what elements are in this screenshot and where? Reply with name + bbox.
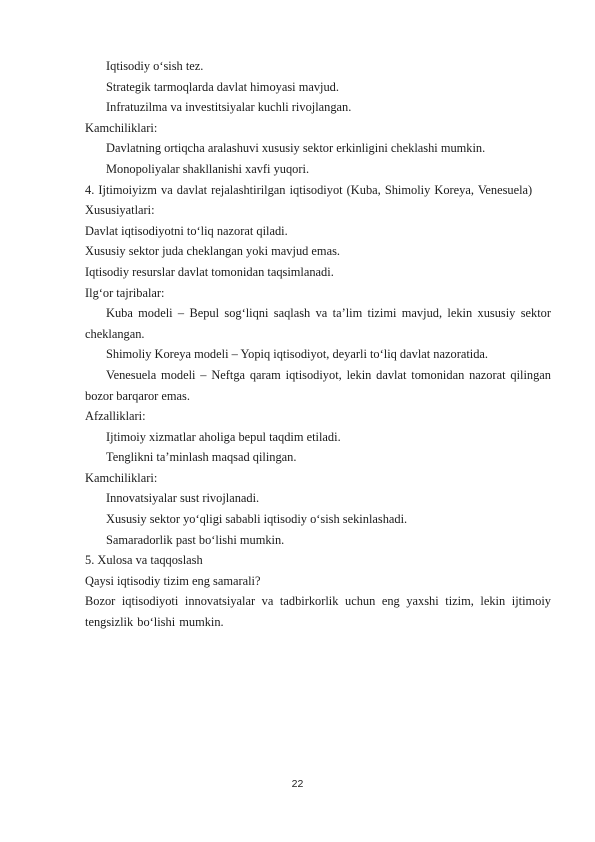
bullet-text: Davlatning ortiqcha aralashuvi xususiy sektor erkinligini cheklashi mumkin.	[106, 141, 486, 156]
page-body	[85, 56, 551, 633]
question-text: Qaysi iqtisodiy tizim eng samarali?	[85, 573, 261, 588]
section-heading: 5. Xulosa va taqqoslash	[85, 553, 203, 568]
bullet-text: Iqtisodiy o‘sish tez.	[106, 59, 204, 73]
section-label: Ilg‘or tajribalar:	[85, 285, 165, 300]
bullet-text: Xususiy sektor yo‘qligi sababli iqtisodiy o‘sish sekinlashadi.	[106, 512, 408, 527]
paragraph: Venesuela modeli – Neftga qaram iqtisodiyot, lekin davlat tomonidan nazorat qilingan bozor barqaror emas.	[85, 367, 551, 403]
section-label: Xususiyatlari:	[85, 203, 155, 218]
bullet-text: Infratuzilma va investitsiyalar kuchli rivojlangan.	[106, 100, 352, 115]
bullet-text: Tenglikni ta’minlash maqsad qilingan.	[106, 450, 297, 465]
body-text: Iqtisodiy resurslar davlat tomonidan taqsimlanadi.	[85, 264, 334, 279]
section-label: Kamchiliklari:	[85, 470, 158, 485]
paragraph: Kuba modeli – Bepul sog‘liqni saqlash va ta’lim tizimi mavjud, lekin xususiy sektor cheklangan.	[85, 306, 551, 341]
bullet-text: Strategik tarmoqlarda davlat himoyasi mavjud.	[106, 79, 339, 94]
body-text: Xususiy sektor juda cheklangan yoki mavjud emas.	[85, 244, 340, 259]
paragraph: Bozor iqtisodiyoti innovatsiyalar va tadbirkorlik uchun eng yaxshi tizim, lekin ijtimoiy tengsizlik bo‘lishi mumkin.	[85, 594, 551, 630]
bullet-text: Shimoliy Koreya modeli – Yopiq iqtisodiyot, deyarli to‘liq davlat nazoratida.	[106, 347, 488, 362]
section-heading: 4. Ijtimoiyizm va davlat rejalashtirilgan iqtisodiyot (Kuba, Shimoliy Koreya, Venesuela)	[85, 182, 533, 197]
section-label: Afzalliklari:	[85, 409, 146, 424]
bullet-text: Monopoliyalar shakllanishi xavfi yuqori.	[106, 161, 310, 176]
bullet-text: Samaradorlik past bo‘lishi mumkin.	[106, 532, 285, 547]
page-number: 22	[291, 778, 304, 790]
bullet-text: Innovatsiyalar sust rivojlanadi.	[106, 491, 260, 506]
section-label: Kamchiliklari:	[85, 120, 158, 135]
bullet-text: Ijtimoiy xizmatlar aholiga bepul taqdim etiladi.	[106, 429, 341, 444]
body-text: Davlat iqtisodiyotni to‘liq nazorat qiladi.	[85, 223, 288, 238]
